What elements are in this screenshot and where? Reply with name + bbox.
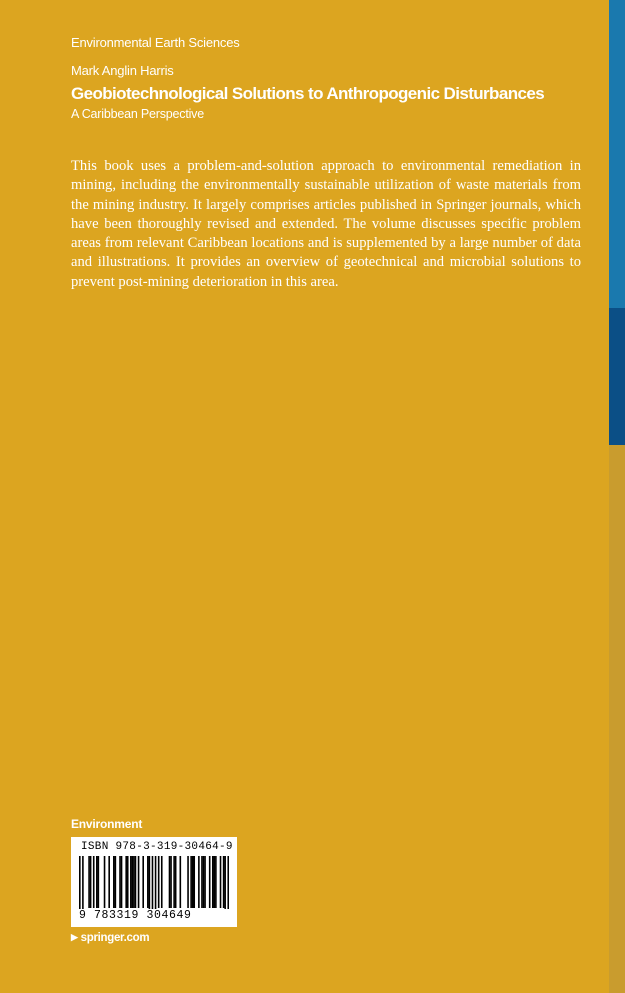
barcode-digits: 9 783319 304649 <box>79 909 229 922</box>
barcode-bar <box>192 856 194 908</box>
barcode-bar <box>79 856 81 914</box>
barcode-bar <box>173 856 175 908</box>
barcode-bar <box>90 856 92 908</box>
barcode-bar <box>98 856 100 908</box>
barcode-bar <box>215 856 217 908</box>
barcode-bar <box>108 856 110 908</box>
author-name: Mark Anglin Harris <box>71 63 174 78</box>
spine-ochre-stripe <box>609 445 625 993</box>
barcode-bar <box>201 856 203 908</box>
barcode-bar <box>187 856 189 908</box>
spine-dark-blue-stripe <box>609 308 625 445</box>
barcode-bar <box>214 856 216 908</box>
barcode-bar <box>169 856 171 908</box>
barcode-bar <box>170 856 172 908</box>
barcode-bar <box>152 856 154 914</box>
barcode-bar <box>209 856 211 908</box>
barcode-bar <box>198 856 200 908</box>
isbn-barcode <box>71 837 237 927</box>
barcode-bar <box>161 856 163 908</box>
barcode-bar <box>220 856 222 908</box>
barcode-bar <box>130 856 132 908</box>
spine-blue-stripe <box>609 0 625 308</box>
barcode-bar <box>223 856 225 908</box>
barcode-bar <box>104 856 106 908</box>
barcode-bar <box>88 856 90 908</box>
publisher-url: springer.com <box>80 932 150 944</box>
publisher-link[interactable] <box>71 932 149 944</box>
barcode-bar <box>115 856 117 908</box>
barcode-bar <box>193 856 195 908</box>
barcode-bar <box>190 856 192 908</box>
barcode-bar <box>227 856 229 914</box>
barcode-bar <box>203 856 205 908</box>
description-text: This book uses a problem-and-solution approach to environmental remediation in mining, including the environmentally sustainable utilization of waste materials from the mining industry. It largely comprises articles published in Springer journals, which have been thoroughly revised and extended. The volume discusses specific problem areas from relevant Caribbean locations and is supplemented by a large number of data and illustrations. It provides an overview of geotechnical and microbial solutions to prevent post-mining deterioration in this area. <box>71 158 581 290</box>
subject-category: Environment <box>71 817 143 831</box>
barcode-bar <box>121 856 123 908</box>
barcode-bar <box>149 856 151 914</box>
barcode-bar <box>125 856 127 908</box>
barcode-bar <box>113 856 115 908</box>
barcode-bar <box>127 856 129 908</box>
barcode-bar <box>96 856 98 908</box>
series-title: Environmental Earth Sciences <box>71 35 240 50</box>
barcode-bar <box>158 856 160 908</box>
barcode-bar <box>132 856 134 908</box>
book-subtitle: A Caribbean Perspective <box>71 107 204 121</box>
barcode-bar <box>133 856 135 908</box>
barcode-bar <box>147 856 149 908</box>
barcode-bars <box>79 856 229 914</box>
barcode-bar <box>175 856 177 908</box>
barcode-bar <box>224 856 226 914</box>
barcode-bar <box>155 856 157 914</box>
barcode-bar <box>204 856 206 908</box>
book-description <box>71 157 581 292</box>
book-title: Geobiotechnological Solutions to Anthropogenic Disturbances <box>71 84 545 103</box>
barcode-bar <box>135 856 137 908</box>
barcode-bar <box>142 856 144 908</box>
barcode-bar <box>138 856 140 908</box>
isbn-label: ISBN 978-3-319-30464-9 <box>81 841 233 853</box>
barcode-bar <box>212 856 214 908</box>
barcode-bar <box>180 856 182 908</box>
triangle-right-icon: ▶ <box>71 932 78 942</box>
barcode-bar <box>93 856 95 908</box>
barcode-bar <box>82 856 84 914</box>
barcode-bar <box>119 856 121 908</box>
